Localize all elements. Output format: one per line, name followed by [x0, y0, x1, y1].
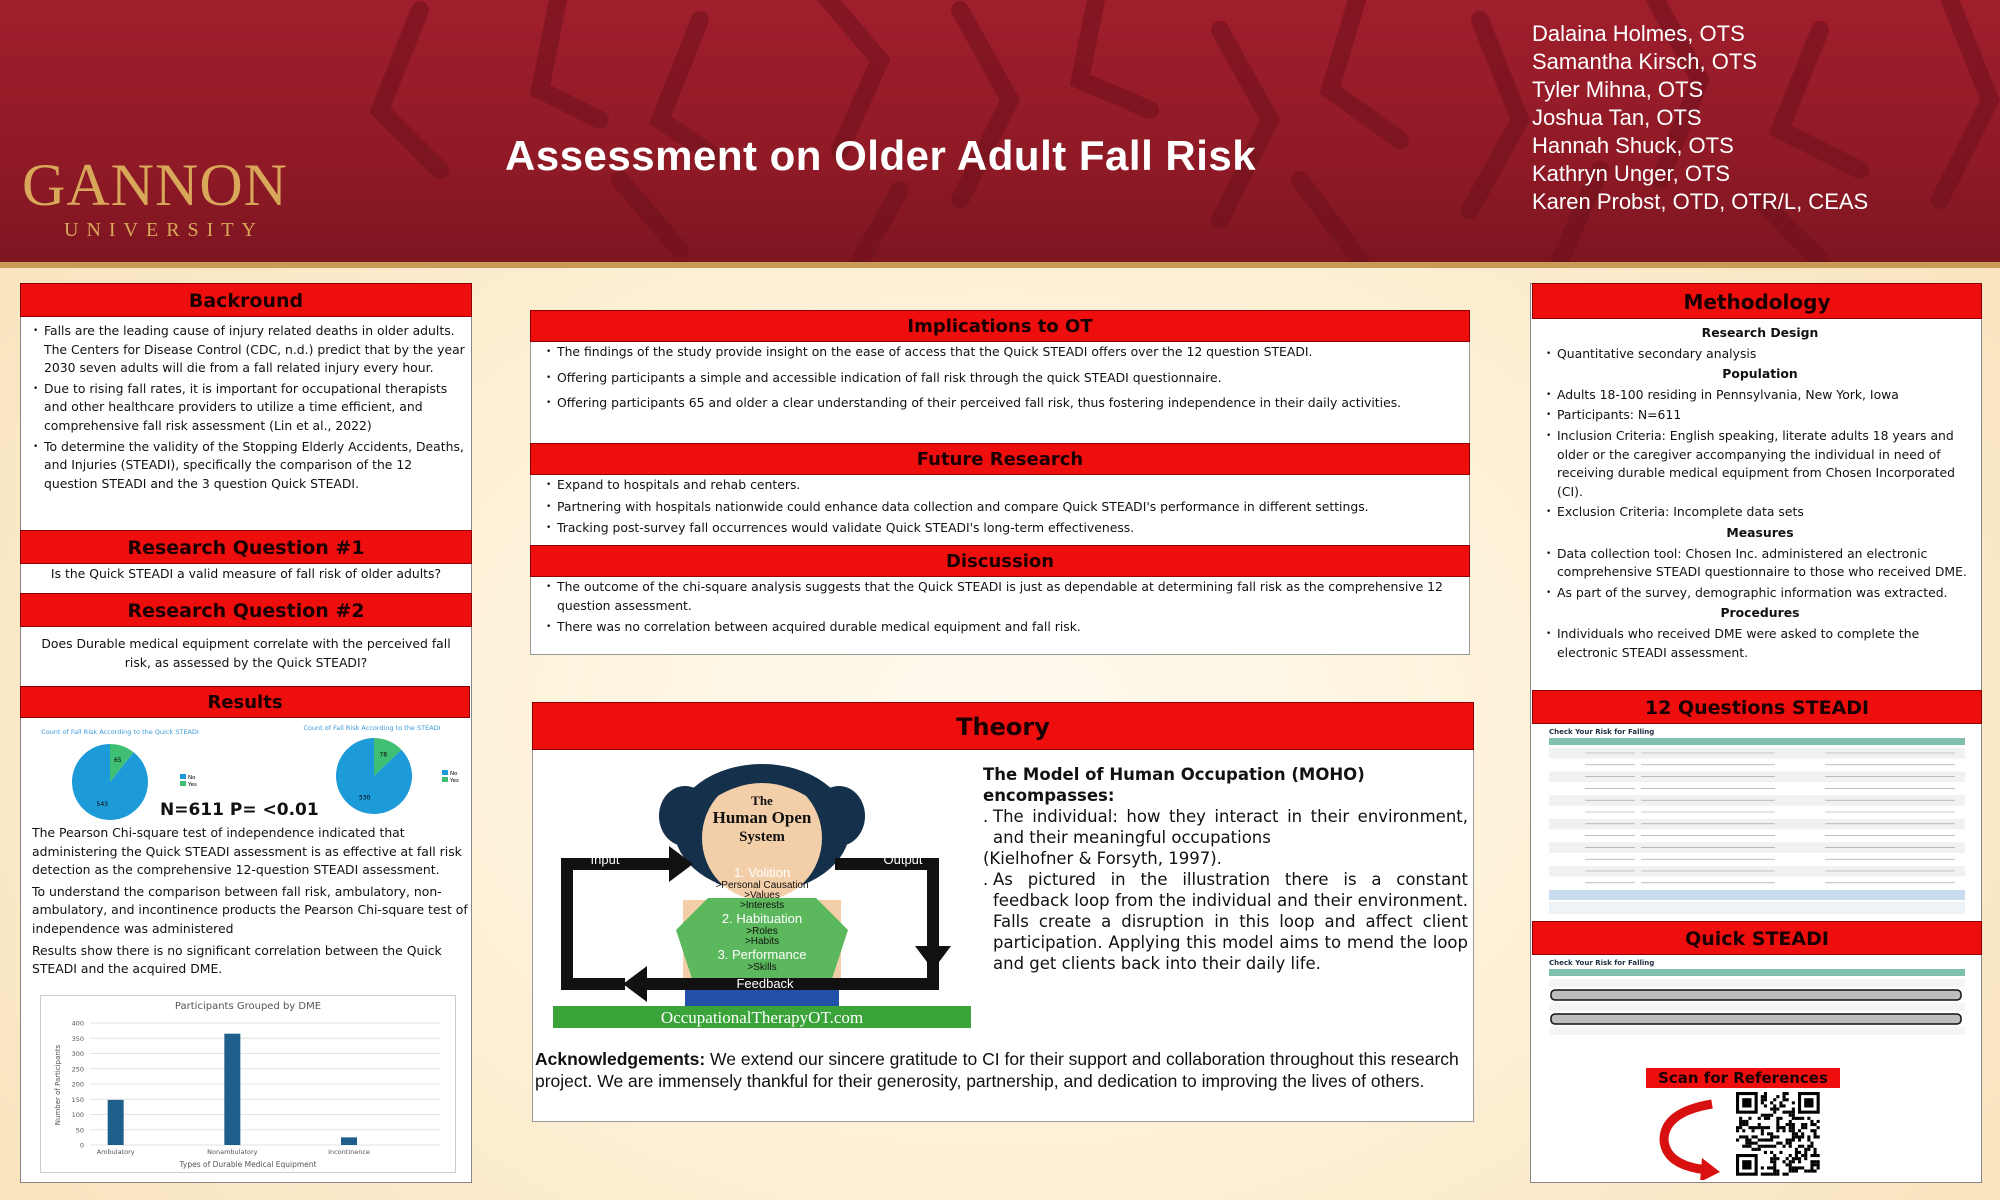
implications-bullet: • Offering participants a simple and accessible indication of fall risk through the quick STEADI questionnaire.	[557, 369, 1465, 388]
figure-sublabel: >Interests	[739, 900, 785, 911]
implications-text	[545, 343, 1465, 415]
x-tick-label: Nonambulatory	[207, 1148, 258, 1156]
pie2	[336, 738, 412, 814]
feedback-label: Feedback	[736, 976, 794, 991]
x-tick-label: Ambulatory	[96, 1148, 135, 1156]
moho-point-text: As pictured in the illustration there is a constant feedback loop from the individual and their environment. Falls create a disruption in this loop and affect client participation. Applying this model aims to mend the loop and get clients back into their daily life.	[993, 870, 1468, 973]
figure-sublabel: >Values	[744, 890, 780, 901]
moho-figure	[553, 760, 971, 1028]
y-tick-label: 200	[71, 1080, 84, 1089]
curved-arrow-icon	[1664, 1104, 1712, 1170]
bar	[224, 1034, 240, 1145]
moho-point-text: The individual: how they interact in their environment, and their meaningful occupations	[993, 807, 1468, 847]
future-heading: Future Research	[530, 443, 1470, 475]
gannon-logo	[22, 152, 342, 242]
pie1-legend	[180, 774, 197, 788]
author: Tyler Mihna, OTS	[1532, 77, 1704, 102]
background-heading: Backround	[20, 283, 472, 317]
future-text	[545, 476, 1465, 540]
author-list	[1532, 20, 1972, 216]
population-bullet: • Inclusion Criteria: English speaking, literate adults 18 years and older or the caregiver accompanying the individual in need of receiving durable medical equipment from Chosen Incorporated (CI).	[1557, 427, 1975, 501]
qr-code-icon	[1736, 1092, 1820, 1176]
implications-bullet: • The findings of the study provide insight on the ease of access that the Quick STEADI offers over the 12 question STEADI.	[557, 343, 1465, 362]
bar	[108, 1100, 124, 1145]
discussion-text	[545, 578, 1465, 639]
background-bullet: • To determine the validity of the Stopping Elderly Accidents, Deaths, and Injuries (STEADI), specifically the comparison of the 12 question STEADI and the 3 question Quick STEADI.	[44, 438, 468, 494]
bar	[341, 1137, 357, 1145]
figure-sublabel: >Roles	[746, 926, 778, 937]
design-heading: Research Design	[1701, 325, 1819, 340]
figure-sublabel: >Habits	[744, 936, 780, 947]
site-banner-text: OccupationalTherapyOT.com	[660, 1008, 864, 1027]
poster-title: Assessment on Older Adult Fall Risk	[505, 132, 1257, 179]
legend-label: Yes	[450, 778, 459, 784]
legend-swatch	[442, 770, 448, 775]
steadi12-heading: 12 Questions STEADI	[1532, 690, 1982, 724]
population-heading: Population	[1722, 366, 1798, 382]
rq1-text: Is the Quick STEADI a valid measure of fall risk of older adults?	[50, 566, 442, 581]
implications-bullet: • Offering participants 65 and older a clear understanding of their perceived fall risk, thus fostering independence in their daily activities.	[557, 394, 1465, 413]
pie1-title: Count of Fall Risk According to the Quick STEADI	[41, 728, 199, 736]
population-bullet: • Exclusion Criteria: Incomplete data sets	[1557, 503, 1975, 522]
input-label: Input	[590, 852, 620, 867]
pie-slice	[72, 744, 148, 820]
population-bullet: • Adults 18-100 residing in Pennsylvania, New York, Iowa	[1557, 386, 1975, 405]
figure-head-text: Human Open	[712, 808, 812, 827]
ack-text: We extend our sincere gratitude to CI for their support and collaboration throughout this research project. We are immensely thankful for their generosity, partnership, and dedication to improving the lives of others.	[535, 1049, 1459, 1091]
figure-volition: 1. Volition	[733, 865, 791, 880]
figure-head-text: The	[751, 793, 773, 808]
figure-performance: 3. Performance	[717, 947, 807, 962]
author: Dalaina Holmes, OTS	[1532, 21, 1745, 46]
author: Karen Probst, OTD, OTR/L, CEAS	[1532, 189, 1869, 214]
legend-label: No	[450, 771, 458, 777]
y-tick-label: 0	[79, 1141, 84, 1150]
results-paragraph: To understand the comparison between fall risk, ambulatory, non-ambulatory, and incontinence products the Pearson Chi-square test of independence was administered	[32, 883, 468, 936]
rq2-heading: Research Question #2	[20, 593, 472, 627]
results-text	[32, 824, 468, 979]
procedures-bullet: • Individuals who received DME were asked to complete the electronic STEADI assessment.	[1557, 625, 1975, 662]
future-bullet: • Expand to hospitals and rehab centers.	[557, 476, 1465, 495]
acknowledgements	[535, 1048, 1470, 1092]
steadi12-form-image	[1545, 726, 1970, 916]
y-tick-label: 250	[71, 1065, 84, 1074]
output-label: Output	[883, 852, 923, 867]
future-bullet: • Tracking post-survey fall occurrences would validate Quick STEADI's long-term effectiveness.	[557, 519, 1465, 538]
references-qr[interactable]	[1650, 1090, 1820, 1180]
rq2-text: Does Durable medical equipment correlate with the perceived fall risk, as assessed by the Quick STEADI?	[41, 636, 451, 670]
figure-sublabel: >Personal Causation	[715, 880, 809, 891]
y-tick-label: 400	[71, 1019, 84, 1028]
dme-bar-chart	[40, 995, 456, 1173]
rq1-heading: Research Question #1	[20, 530, 472, 564]
form-title: Check Your Risk for Falling	[1549, 959, 1655, 967]
pie2-legend	[442, 770, 459, 784]
quick-heading: Quick STEADI	[1532, 921, 1982, 955]
figure-head-text: System	[739, 829, 785, 845]
measures-bullet: • As part of the survey, demographic information was extracted.	[1557, 584, 1975, 603]
results-paragraph: Results show there is no significant correlation between the Quick STEADI and the acquired DME.	[32, 942, 442, 977]
legend-swatch	[180, 774, 186, 779]
bar-chart-title: Participants Grouped by DME	[174, 1001, 322, 1012]
legend-swatch	[180, 781, 186, 786]
references-label: Scan for References	[1646, 1068, 1840, 1088]
y-tick-label: 100	[71, 1111, 84, 1119]
moho-text	[983, 764, 1468, 974]
procedures-heading: Procedures	[1720, 605, 1800, 621]
moho-point: . The individual: how they interact in their environment, and their meaningful occupations	[983, 807, 1468, 847]
results-paragraph: The Pearson Chi-square test of independence indicated that administering the Quick STEADI assessment is as effective at fall risk detection as the comprehensive 12-question STEADI assessment.	[32, 825, 462, 878]
background-bullet: • Due to rising fall rates, it is important for occupational therapists and other healthcare providers to utilize a time efficient, and comprehensive fall risk assessment (Lin et al., 2022)	[44, 380, 468, 436]
moho-citation: (Kielhofner & Forsyth, 1997).	[983, 849, 1222, 868]
pie-data-label: 543	[96, 801, 108, 809]
moho-point: . As pictured in the illustration there is a constant feedback loop from the individual and their environment. Falls create a disruption in this loop and affect client participation. Applying this model aims to mend the loop and get clients back into their daily life.	[983, 870, 1468, 973]
moho-title: The Model of Human Occupation (MOHO) encompasses:	[983, 765, 1365, 805]
legend-label: No	[188, 775, 196, 781]
background-text	[32, 322, 468, 495]
discussion-bullet: • The outcome of the chi-square analysis suggests that the Quick STEADI is just as dependable at determining fall risk as the comprehensive 12 question assessment.	[557, 578, 1465, 615]
logo-subtitle: UNIVERSITY	[64, 219, 264, 241]
design-bullet: • Quantitative secondary analysis	[1557, 345, 1975, 364]
y-tick-label: 350	[71, 1034, 84, 1043]
logo-name: GANNON	[22, 152, 288, 218]
pie-data-label: 530	[359, 794, 371, 802]
future-bullet: • Partnering with hospitals nationwide could enhance data collection and compare Quick STEADI's performance in different settings.	[557, 498, 1465, 517]
y-tick-label: 300	[71, 1050, 84, 1058]
population-bullet: • Participants: N=611	[1557, 406, 1975, 425]
bar-chart-xlabel: Types of Durable Medical Equipment	[179, 1160, 317, 1169]
results-stat: N=611 P= <0.01	[160, 800, 319, 820]
discussion-bullet: • There was no correlation between acquired durable medical equipment and fall risk.	[557, 618, 1465, 637]
quick-steadi-form-image	[1545, 957, 1970, 1039]
legend-label: Yes	[188, 782, 197, 788]
x-tick-label: Incontinence	[328, 1148, 370, 1156]
figure-sublabel: >Skills	[747, 962, 777, 973]
y-tick-label: 50	[75, 1126, 84, 1135]
background-bullet: • Falls are the leading cause of injury related deaths in older adults. The Centers for Disease Control (CDC, n.d.) predict that by the year 2030 seven adults will die from a fall related injury every hour.	[44, 322, 468, 378]
methodology-text	[1545, 324, 1975, 664]
pie-data-label: 65	[113, 756, 122, 764]
poster-header	[0, 0, 2000, 268]
author: Hannah Shuck, OTS	[1532, 133, 1734, 158]
author: Joshua Tan, OTS	[1532, 105, 1702, 130]
methodology-heading: Methodology	[1532, 283, 1982, 319]
author: Samantha Kirsch, OTS	[1532, 49, 1757, 74]
y-tick-label: 150	[71, 1095, 84, 1104]
bar-chart-ylabel: Number of Participants	[54, 1044, 62, 1126]
figure-habituation: 2. Habituation	[721, 911, 803, 926]
legend-swatch	[442, 777, 448, 782]
form-title: Check Your Risk for Falling	[1549, 728, 1655, 736]
feedback-arrow-head	[623, 966, 647, 1002]
measures-bullet: • Data collection tool: Chosen Inc. administered an electronic comprehensive STEADI questionnaire to those who received DME.	[1557, 545, 1975, 582]
pie2-title: Count of Fall Risk According to the STEADI	[303, 724, 441, 732]
pie-data-label: 78	[379, 751, 388, 759]
implications-heading: Implications to OT	[530, 310, 1470, 342]
discussion-heading: Discussion	[530, 545, 1470, 577]
author: Kathryn Unger, OTS	[1532, 161, 1731, 186]
theory-heading: Theory	[532, 702, 1474, 750]
pie1	[72, 744, 148, 820]
header-gold-stripe	[0, 262, 2000, 268]
measures-heading: Measures	[1726, 524, 1794, 540]
results-heading: Results	[20, 686, 470, 718]
ack-label: Acknowledgements:	[535, 1049, 706, 1069]
